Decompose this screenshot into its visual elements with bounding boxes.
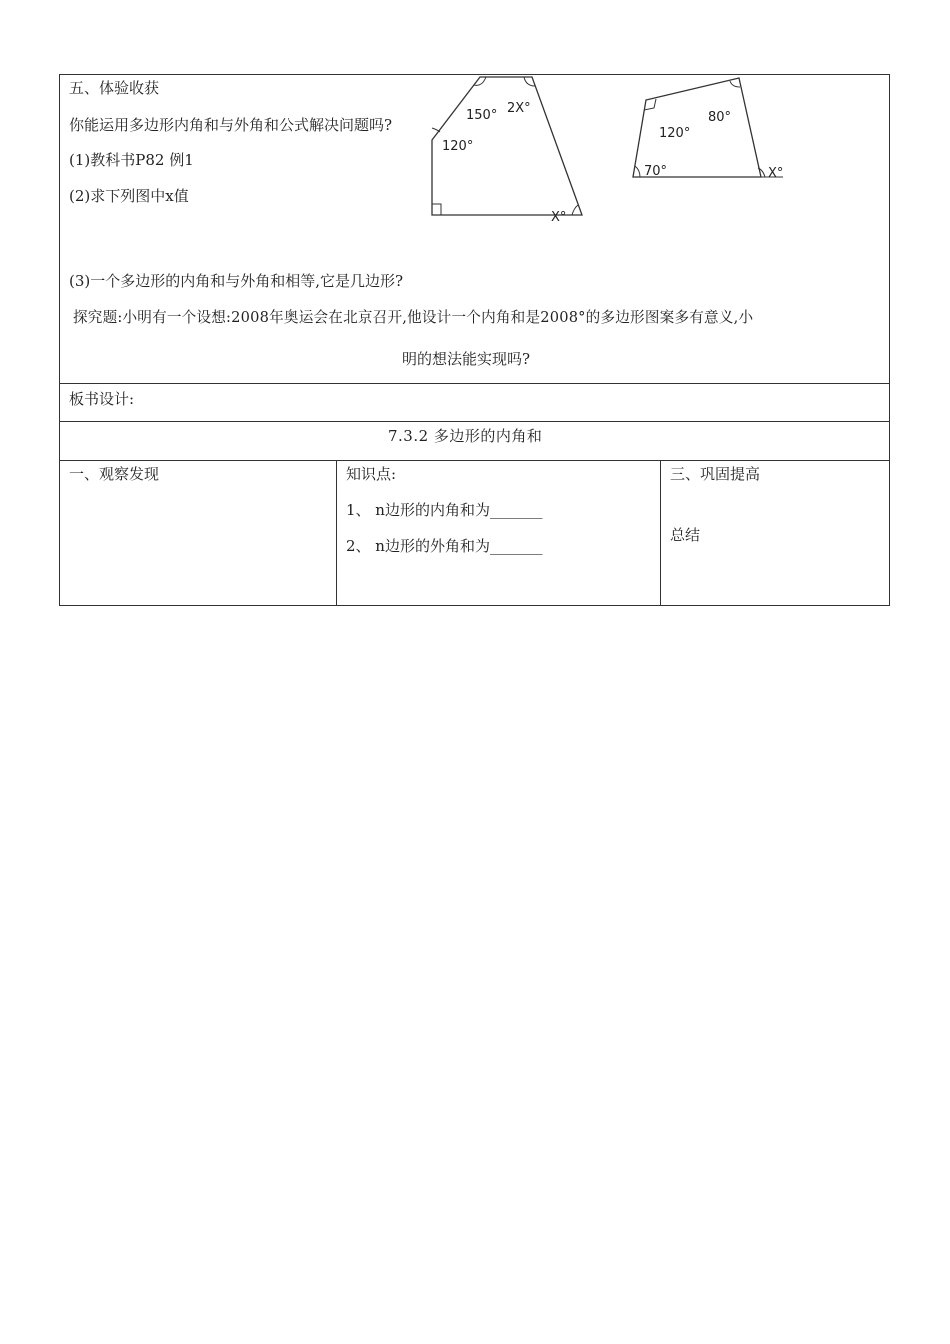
polygon-figure-2	[625, 70, 795, 190]
angle-mark-150	[474, 77, 486, 85]
col2-item1: 1、 n边形的内角和为_______	[346, 501, 543, 519]
angle-mark-x	[572, 205, 578, 215]
right-angle-mark	[432, 204, 441, 215]
row-divider-columns	[60, 460, 889, 461]
label-x: X°	[768, 166, 784, 181]
section5-question: 你能运用多边形内角和与外角和公式解决问题吗?	[69, 116, 393, 134]
column-divider-1	[336, 461, 337, 606]
section5-item1: (1)教科书P82 例1	[69, 151, 194, 169]
col3-item: 总结	[670, 526, 701, 544]
col2-item2: 2、 n边形的外角和为_______	[346, 537, 543, 555]
explore-question-line1: 探究题:小明有一个设想:2008年奥运会在北京召开,他设计一个内角和是2008°的多边形图案多有意义,小	[73, 309, 754, 326]
board-heading: 7.3.2 多边形的内角和	[388, 427, 543, 445]
row-divider-board	[60, 383, 889, 384]
label-x: X°	[551, 210, 567, 225]
angle-mark-80	[730, 81, 740, 87]
row-divider-heading	[60, 421, 889, 422]
quadrilateral-shape	[633, 78, 761, 177]
label-2x: 2X°	[507, 101, 531, 116]
explore-question-line2: 明的想法能实现吗?	[402, 350, 531, 368]
column-divider-2	[660, 461, 661, 606]
polygon-figure-1	[420, 70, 600, 230]
col2-title: 知识点:	[346, 465, 397, 483]
board-design-label: 板书设计:	[69, 390, 135, 408]
section5-item3: (3)一个多边形的内角和与外角和相等,它是几边形?	[69, 272, 404, 290]
col1-title: 一、观察发现	[69, 465, 160, 483]
label-120: 120°	[659, 126, 691, 141]
label-80: 80°	[708, 110, 732, 125]
label-70: 70°	[644, 164, 668, 179]
label-150: 150°	[466, 108, 498, 123]
col3-title: 三、巩固提高	[670, 465, 761, 483]
angle-mark-120	[432, 128, 440, 132]
label-120: 120°	[442, 139, 474, 154]
angle-mark-70	[635, 166, 640, 177]
section5-item2: (2)求下列图中x值	[69, 187, 189, 205]
section5-title: 五、体验收获	[69, 79, 160, 97]
